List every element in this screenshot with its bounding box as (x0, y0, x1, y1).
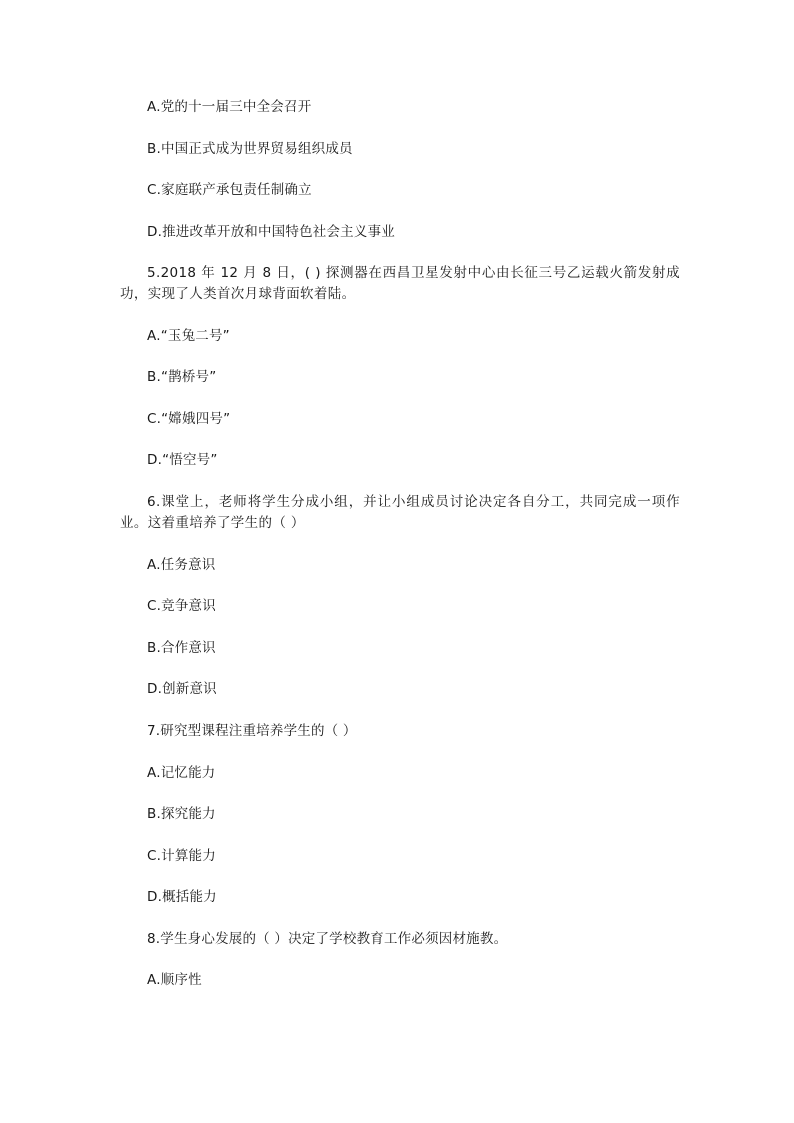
option-line: A.“玉兔二号” (147, 328, 230, 344)
question-8: 8.学生身心发展的（ ）决定了学校教育工作必须因材施教。 (147, 931, 508, 947)
option-line: A.党的十一届三中全会召开 (147, 99, 312, 115)
question-6: 6.课堂上，老师将学生分成小组，并让小组成员讨论决定各自分工，共同完成一项作业。这着重培养了学生的（ ） (120, 494, 680, 531)
option-line: B.中国正式成为世界贸易组织成员 (147, 141, 353, 157)
option-line: A.任务意识 (147, 557, 216, 573)
option-line: D.“悟空号” (147, 452, 218, 468)
option-line: C.计算能力 (147, 848, 216, 864)
option-line: A.记忆能力 (147, 765, 216, 781)
option-line: B.“鹊桥号” (147, 369, 217, 385)
option-line: D.概括能力 (147, 889, 217, 905)
option-line: C.竞争意识 (147, 598, 216, 614)
option-line: C.“嫦娥四号” (147, 411, 231, 427)
option-line: D.创新意识 (147, 681, 217, 697)
question-5: 5.2018 年 12 月 8 日，( ) 探测器在西昌卫星发射中心由长征三号乙运载火箭发射成功，实现了人类首次月球背面软着陆。 (120, 265, 680, 302)
option-line: A.顺序性 (147, 972, 202, 988)
option-line: B.合作意识 (147, 640, 216, 656)
option-line: B.探究能力 (147, 806, 216, 822)
option-line: C.家庭联产承包责任制确立 (147, 182, 312, 198)
option-line: D.推进改革开放和中国特色社会主义事业 (147, 224, 395, 240)
question-7: 7.研究型课程注重培养学生的（ ） (147, 723, 357, 739)
